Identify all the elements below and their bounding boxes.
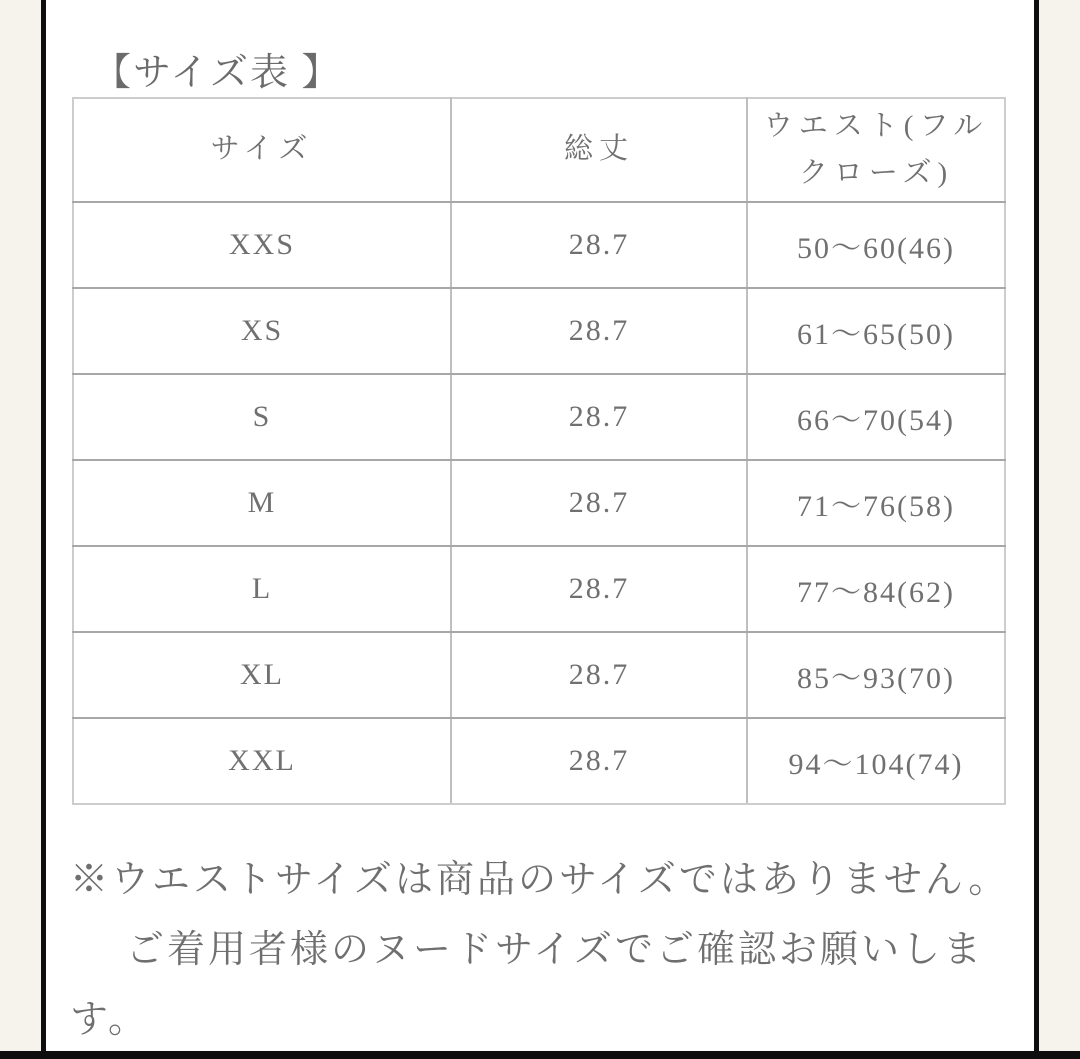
table-row xyxy=(73,202,1005,288)
waist-cell: 50〜60(46) xyxy=(747,202,1005,288)
length-cell: 28.7 xyxy=(451,460,747,546)
length-cell: 28.7 xyxy=(451,546,747,632)
footnote-line-1: ※ウエストサイズは商品のサイズではありません。 xyxy=(70,859,1010,901)
table-row xyxy=(73,460,1005,546)
length-cell: 28.7 xyxy=(451,718,747,804)
left-cream-margin xyxy=(0,0,41,1059)
waist-cell: 66〜70(54) xyxy=(747,374,1005,460)
table-row xyxy=(73,718,1005,804)
right-cream-margin xyxy=(1039,0,1080,1059)
size-table-body xyxy=(73,202,1005,804)
waist-cell: 85〜93(70) xyxy=(747,632,1005,718)
length-cell: 28.7 xyxy=(451,202,747,288)
footnote-line-3: す。 xyxy=(70,999,149,1041)
header-row xyxy=(73,98,1005,202)
length-cell: 28.7 xyxy=(451,632,747,718)
waist-cell: 77〜84(62) xyxy=(747,546,1005,632)
table-row xyxy=(73,632,1005,718)
waist-cell: 61〜65(50) xyxy=(747,288,1005,374)
column-header-size: サイズ xyxy=(73,98,451,202)
size-cell: XL xyxy=(73,632,451,718)
size-cell: XXL xyxy=(73,718,451,804)
length-cell: 28.7 xyxy=(451,288,747,374)
table-row xyxy=(73,546,1005,632)
size-chart-title: 【サイズ表 】 xyxy=(93,52,342,94)
size-cell: M xyxy=(73,460,451,546)
footnote xyxy=(70,845,1015,1055)
size-table-header xyxy=(73,98,1005,202)
size-table xyxy=(72,97,1006,805)
left-photo-edge-bar xyxy=(41,0,46,1059)
size-cell: XS xyxy=(73,288,451,374)
table-row xyxy=(73,288,1005,374)
waist-cell: 94〜104(74) xyxy=(747,718,1005,804)
footnote-line-2: ご着用者様のヌードサイズでご確認お願いしま xyxy=(126,929,984,971)
column-header-waist: ウエスト(フルクローズ) xyxy=(747,98,1005,202)
waist-cell: 71〜76(58) xyxy=(747,460,1005,546)
length-cell: 28.7 xyxy=(451,374,747,460)
size-cell: XXS xyxy=(73,202,451,288)
table-row xyxy=(73,374,1005,460)
size-cell: L xyxy=(73,546,451,632)
column-header-total-length: 総丈 xyxy=(451,98,747,202)
size-cell: S xyxy=(73,374,451,460)
